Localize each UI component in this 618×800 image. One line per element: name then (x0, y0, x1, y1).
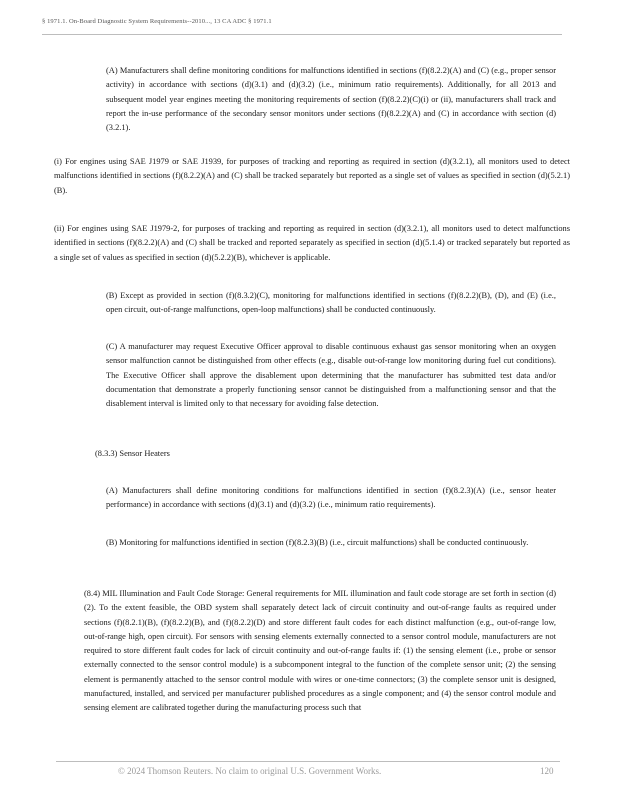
header-divider (42, 34, 562, 35)
running-header: § 1971.1. On-Board Diagnostic System Requirements--2010..., 13 CA ADC § 1971.1 (42, 18, 272, 25)
paragraph-b-circuit-malfunctions: (B) Monitoring for malfunctions identified in section (f)(8.2.3)(B) (i.e., circuit malfunctions) shall be conducted continuously. (106, 538, 529, 547)
paragraph-ii-sae-j1979-2: (ii) For engines using SAE J1979-2, for purposes of tracking and reporting as required in section (d)(3.2.1), all monitors used to detect malfunctions identified in sections (f)(8.2.2)(A) and (C) shall be tracked and reported separately as specified in section (d)(5.1.4) or tracked separately but reported as a single set of values as specified in section (d)(5.2.2)(B), whichever is applicable. (54, 224, 570, 262)
paragraph-a-sensor-heater-conditions: (A) Manufacturers shall define monitoring conditions for malfunctions identified in section (f)(8.2.3)(A) (i.e., sensor heater performance) in accordance with sections (d)(3.1) and (d)(3.2) (i.e., minimum ratio requirements). (106, 486, 556, 510)
paragraph-8-4-mil-illumination: (8.4) MIL Illumination and Fault Code Storage: General requirements for MIL illumination and fault code storage are set forth in section (d)(2). To the extent feasible, the OBD system shall separately detect lack of circuit continuity and out-of-range faults as required under sections (f)(8.2.1)(B), (f)(8.2.2)(B), and (f)(8.2.2)(D) and store different fault codes for each distinct malfunction (e.g., out-of-range low, out-of-range high, open circuit). For sensors with sensing elements externally connected to a sensor control module, manufacturers are not required to store different fault codes for lack of circuit continuity and out-of-range faults if: (1) the sensing element (i.e., probe or sensor externally connected to the sensor control module) is a subcomponent integral to the function of the complete sensor unit; (2) the sensing element is permanently attached to the sensor control module with wires or one-time connectors; (3) the complete sensor unit is designed, manufactured, installed, and serviced per manufacturer published procedures as a single component; and (4) the sensor control module and sensing element are calibrated together during the manufacturing process such that (84, 589, 556, 713)
paragraph-b-continuous-monitoring: (B) Except as provided in section (f)(8.3.2)(C), monitoring for malfunctions identified in sections (f)(8.2.2)(B), (D), and (E) (i.e., open circuit, out-of-range malfunctions, open-loop malfunctions) shall be conducted continuously. (106, 291, 556, 315)
page-number: 120 (540, 766, 554, 776)
copyright-footer: © 2024 Thomson Reuters. No claim to original U.S. Government Works. (118, 766, 382, 776)
footer-divider (56, 761, 560, 762)
paragraph-c-disable-request: (C) A manufacturer may request Executive Officer approval to disable continuous exhaust gas sensor monitoring when an oxygen sensor malfunction cannot be distinguished from other effects (e.g., disable out-of-range low monitoring during fuel cut conditions). The Executive Officer shall approve the disablement upon determining that the manufacturer has submitted test data and/or documentation that demonstrate a properly functioning sensor cannot be distinguished from a malfunctioning sensor and that the disablement interval is limited only to that necessary for avoiding false detection. (106, 342, 556, 409)
paragraph-a-monitoring-conditions: (A) Manufacturers shall define monitoring conditions for malfunctions identified in sections (f)(8.2.2)(A) and (C) (e.g., proper sensor activity) in accordance with sections (d)(3.1) and (d)(3.2) (i.e., minimum ratio requirements). Additionally, for all 2013 and subsequent model year engines meeting the monitoring requirements of section (f)(8.2.2)(C)(i) or (ii), manufacturers shall track and report the in-use performance of the secondary sensor monitors under sections (f)(8.2.2)(A) and (C) in accordance with section (d)(3.2.1). (106, 66, 556, 133)
paragraph-i-sae-j1979-j1939: (i) For engines using SAE J1979 or SAE J1939, for purposes of tracking and reporting as required in section (d)(3.2.1), all monitors used to detect malfunctions identified in sections (f)(8.2.2)(A) and (C) shall be tracked separately but reported as a single set of values as specified in section (d)(5.2.1)(B). (54, 157, 570, 195)
section-heading-sensor-heaters: (8.3.3) Sensor Heaters (95, 449, 170, 458)
